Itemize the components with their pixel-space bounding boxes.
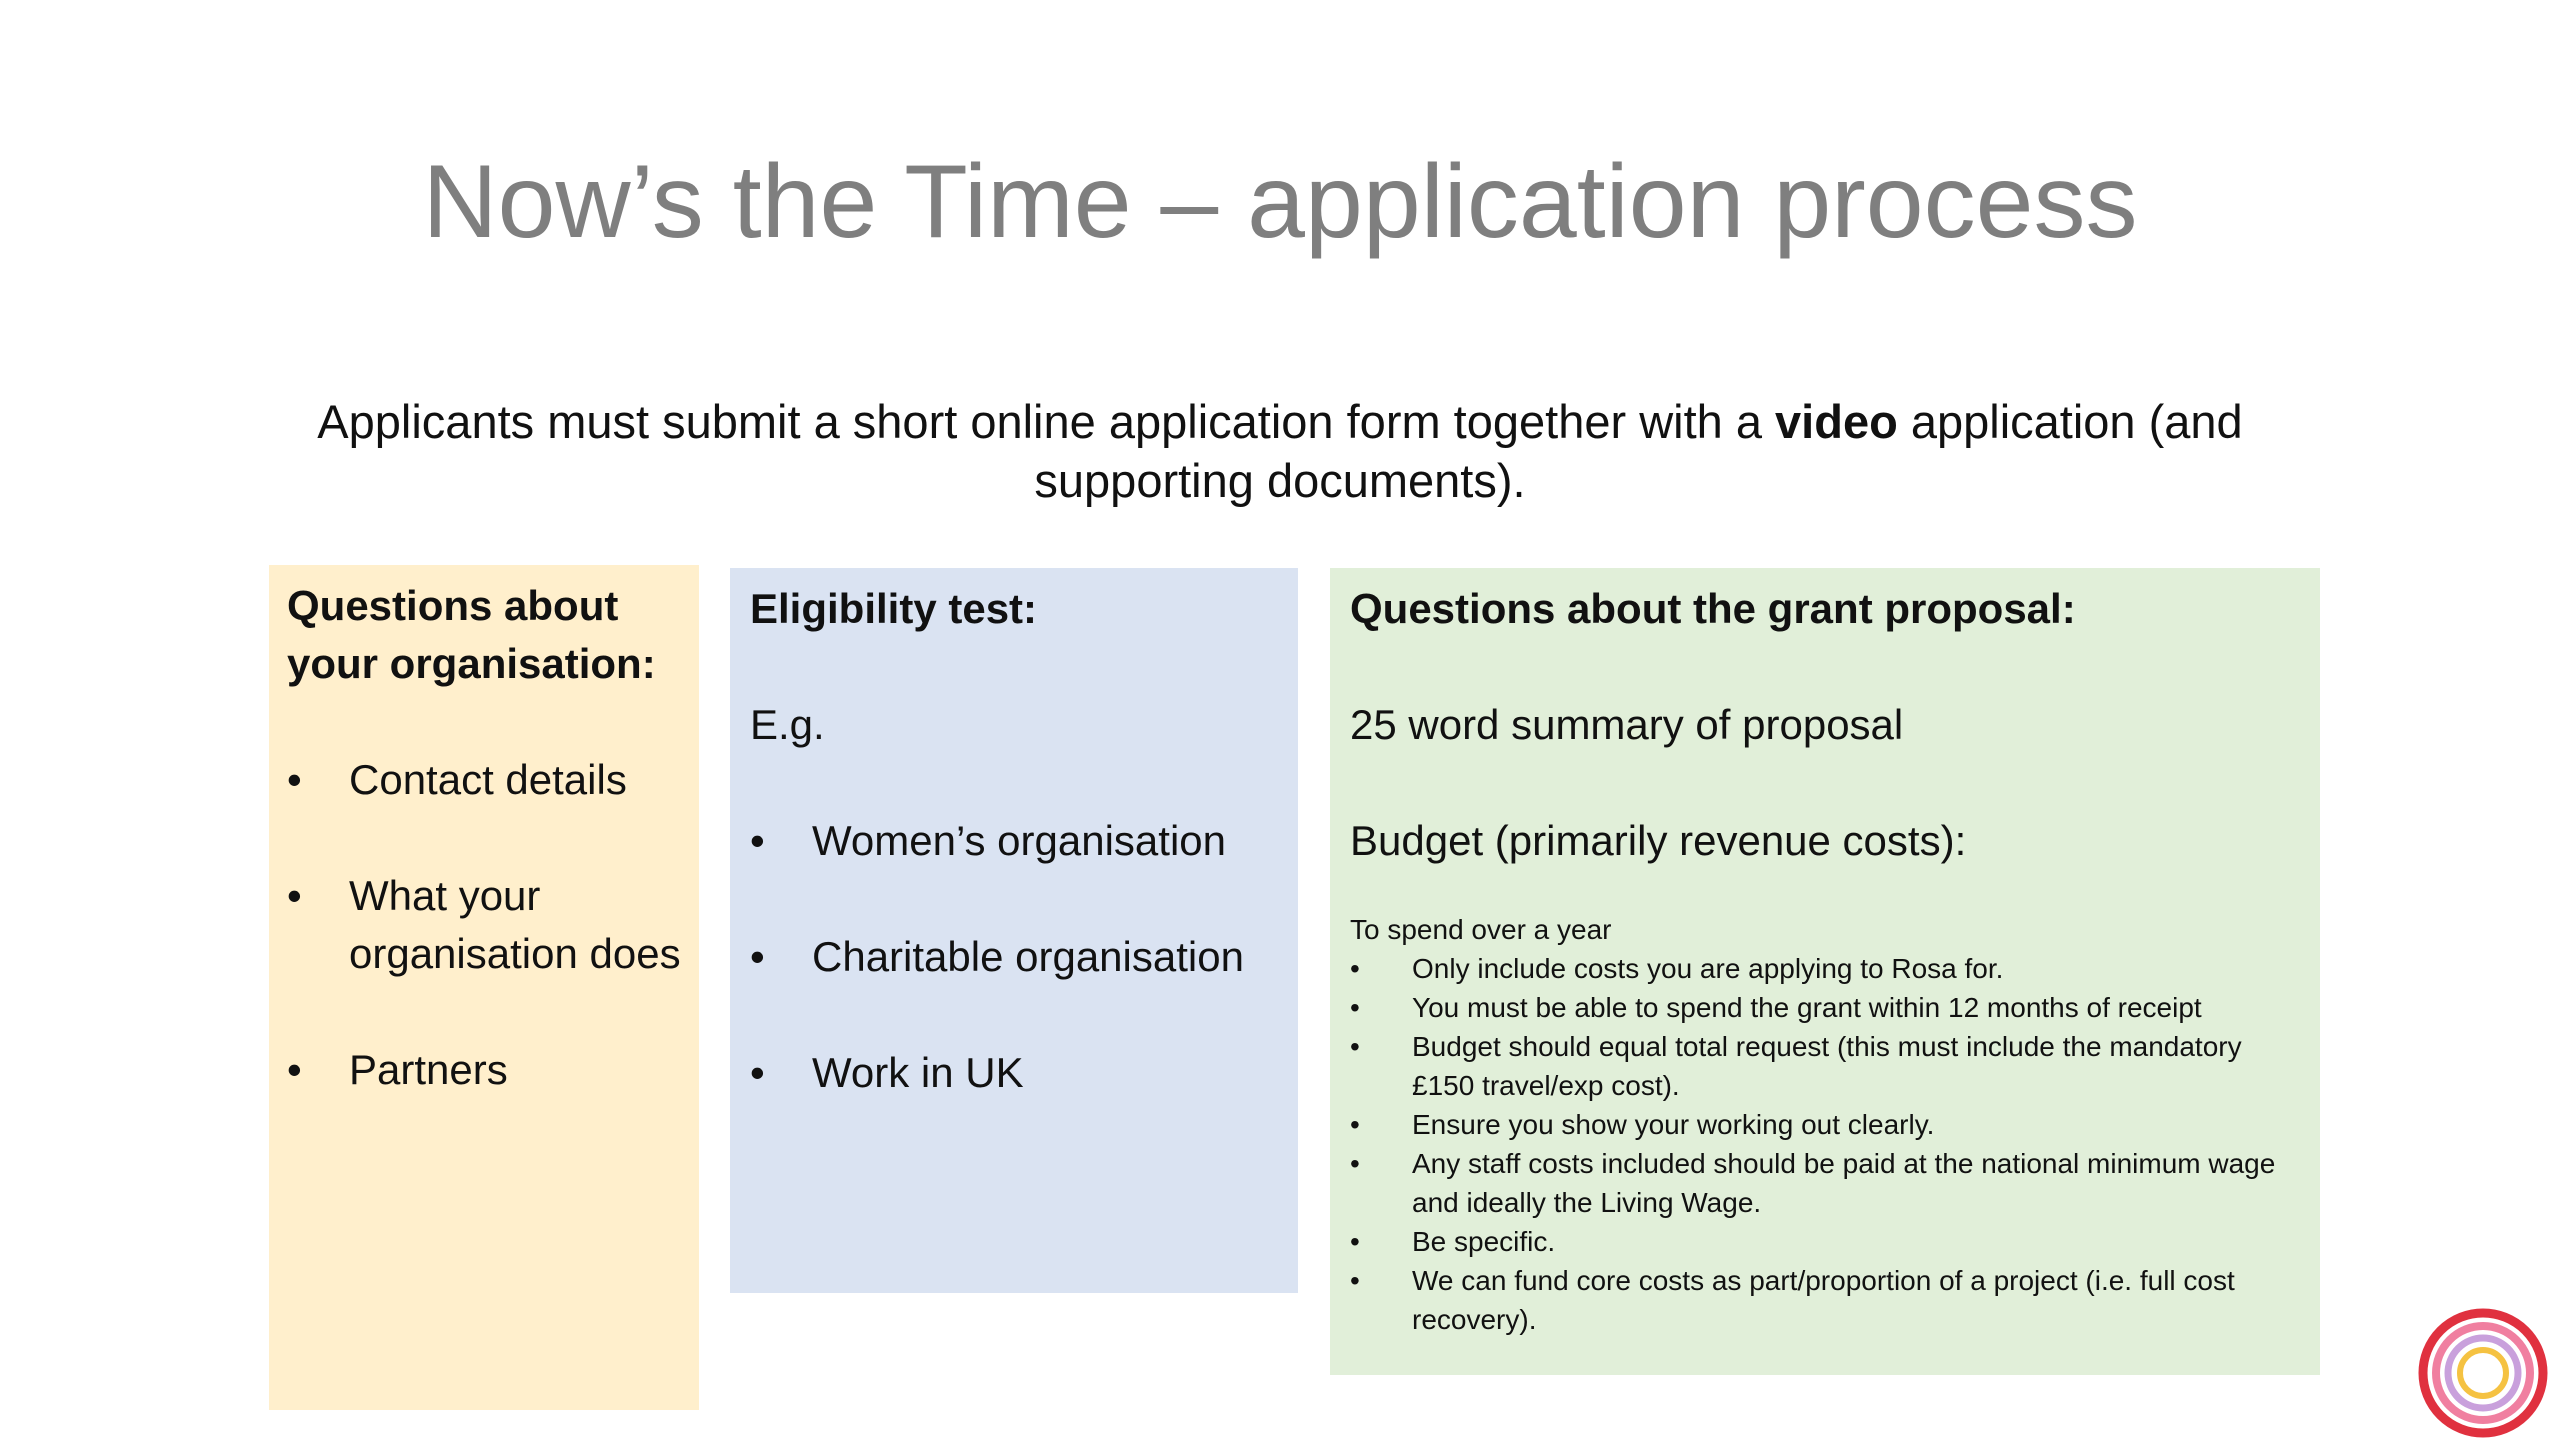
list-item-label: Ensure you show your working out clearly. (1412, 1109, 1935, 1140)
bullet-icon: • (1350, 953, 1360, 984)
organisation-list (287, 751, 681, 1099)
eligibility-panel (730, 568, 1298, 1293)
organisation-heading: Questions about your organisation: (287, 582, 656, 687)
list-item-label: Budget should equal total request (this must include the mandatory £150 travel/exp cost). (1412, 1031, 2242, 1101)
bullet-icon: • (1350, 1031, 1360, 1062)
list-item (1350, 1144, 2300, 1222)
rosa-logo-icon (2418, 1308, 2548, 1438)
bullet-icon: • (1350, 1226, 1360, 1257)
logo-center (2470, 1360, 2496, 1386)
organisation-panel (269, 565, 699, 1410)
bullet-icon: • (287, 756, 302, 803)
list-item-label: We can fund core costs as part/proportion of a project (i.e. full cost recovery). (1412, 1265, 2235, 1335)
grant-budget-list (1350, 949, 2300, 1339)
grant-budget-text: Budget (primarily revenue costs): (1350, 817, 1967, 864)
bullet-icon: • (750, 817, 765, 864)
grant-proposal-panel (1330, 568, 2320, 1375)
bullet-icon: • (1350, 1265, 1360, 1296)
list-item (1350, 988, 2300, 1027)
eligibility-example-label: E.g. (750, 701, 825, 748)
list-item-label: Partners (349, 1046, 508, 1093)
list-item (287, 867, 681, 983)
list-item (1350, 1222, 2300, 1261)
list-item-label: Charitable organisation (812, 933, 1244, 980)
bullet-icon: • (750, 933, 765, 980)
list-item (287, 1041, 681, 1099)
bullet-icon: • (1350, 1109, 1360, 1140)
list-item-label: You must be able to spend the grant within 12 months of receipt (1412, 992, 2202, 1023)
bullet-icon: • (1350, 992, 1360, 1023)
intro-text (240, 392, 2320, 510)
list-item-label: Work in UK (812, 1049, 1024, 1096)
list-item (1350, 1105, 2300, 1144)
list-item (1350, 1027, 2300, 1105)
grant-spend-note: To spend over a year (1350, 914, 1612, 945)
bullet-icon: • (287, 872, 302, 919)
list-item-label: Women’s organisation (812, 817, 1227, 864)
list-item-label: Only include costs you are applying to Rosa for. (1412, 953, 2004, 984)
grant-heading: Questions about the grant proposal: (1350, 585, 2076, 632)
list-item-label: Contact details (349, 756, 627, 803)
bullet-icon: • (750, 1049, 765, 1096)
list-item-label: Any staff costs included should be paid at the national minimum wage and ideally the Living Wage. (1412, 1148, 2276, 1218)
intro-text-start: Applicants must submit a short online application form together with a (317, 395, 1776, 448)
eligibility-heading: Eligibility test: (750, 585, 1038, 632)
bullet-icon: • (287, 1046, 302, 1093)
list-item (1350, 949, 2300, 988)
list-item (750, 1044, 1278, 1102)
list-item-label: What your organisation does (349, 872, 681, 977)
list-item (750, 812, 1278, 870)
slide-title: Now’s the Time – application process (422, 144, 2138, 260)
list-item (287, 751, 681, 809)
bullet-icon: • (1350, 1148, 1360, 1179)
grant-summary-text: 25 word summary of proposal (1350, 701, 1904, 748)
list-item (750, 928, 1278, 986)
intro-text-video: video (1775, 395, 1898, 448)
eligibility-list (750, 812, 1278, 1102)
intro-text-end: application (and supporting documents). (1034, 395, 2243, 508)
list-item-label: Be specific. (1412, 1226, 1556, 1257)
list-item (1350, 1261, 2300, 1339)
